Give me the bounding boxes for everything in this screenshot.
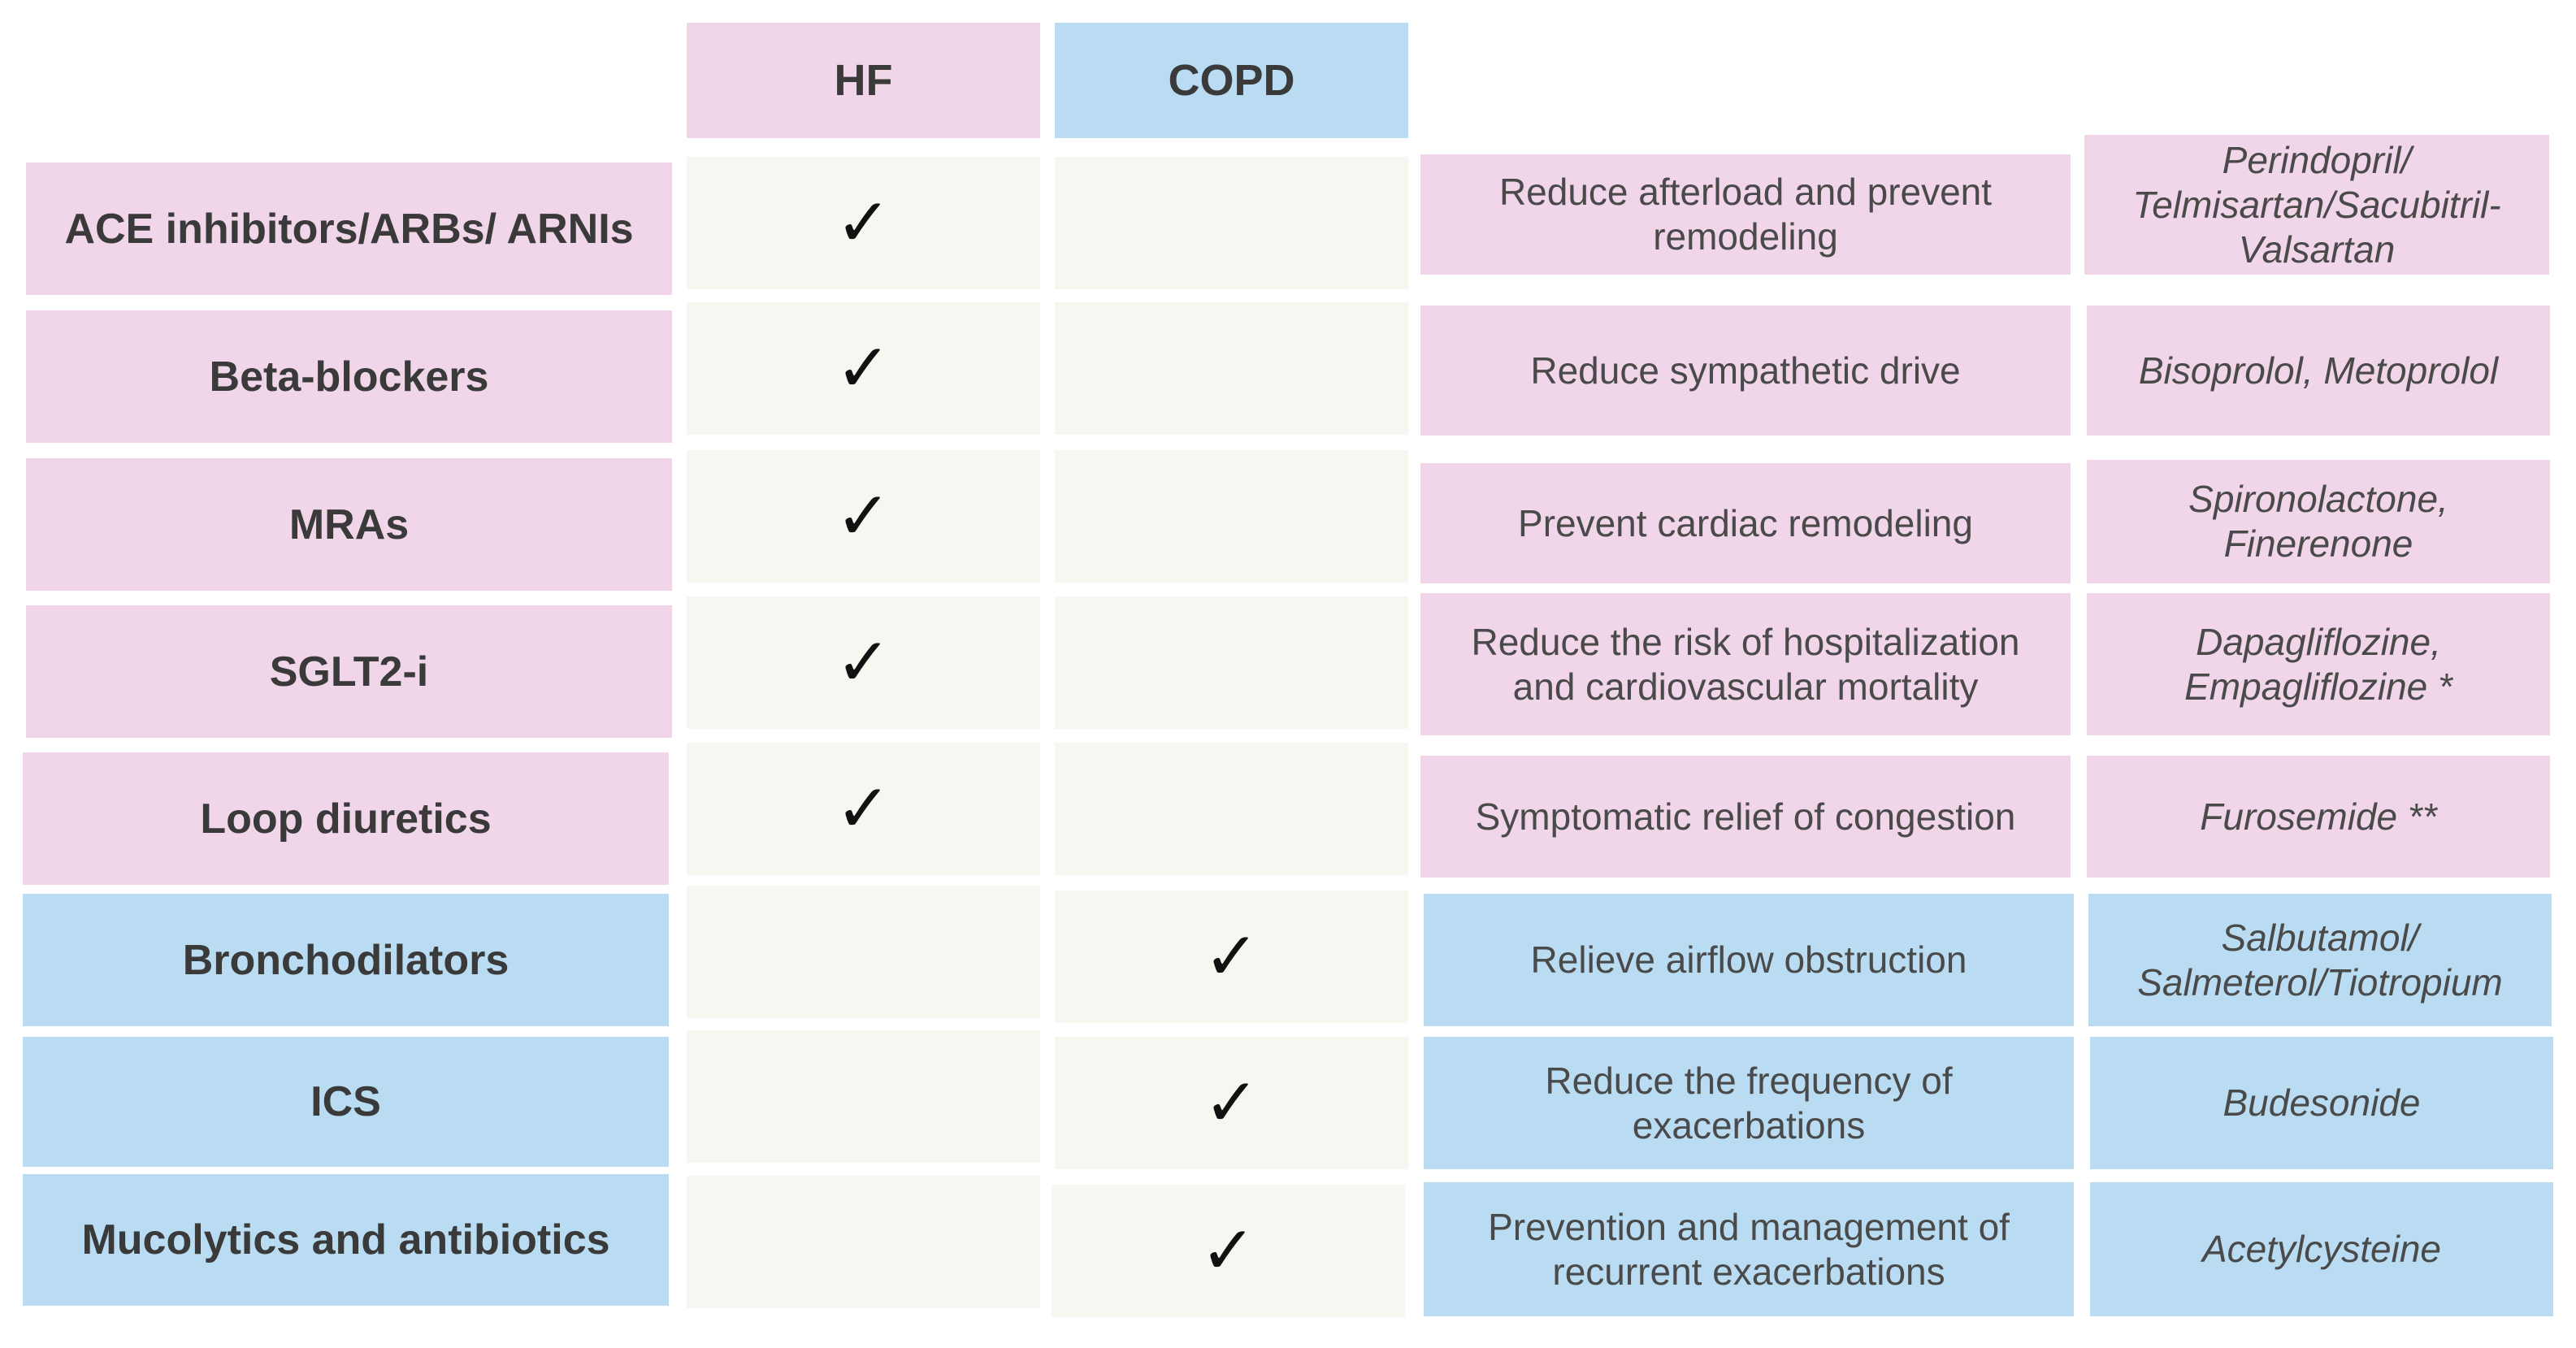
copd-check-cell: [1055, 302, 1408, 435]
effect-cell: Reduce sympathetic drive: [1420, 306, 2071, 436]
effect-cell: Reduce the frequency of exacerbations: [1424, 1037, 2074, 1169]
copd-check-cell: [1055, 743, 1408, 875]
header-copd: COPD: [1055, 23, 1408, 138]
drug-class-cell: ACE inhibitors/ARBs/ ARNIs: [26, 163, 672, 295]
effect-cell: Relieve airflow obstruction: [1424, 894, 2074, 1026]
header-hf: HF: [687, 23, 1040, 138]
examples-cell: Perindopril/ Telmisartan/Sacubitril-Valsartan: [2084, 135, 2549, 275]
drug-class-cell: SGLT2-i: [26, 605, 672, 738]
drug-class-cell: Loop diuretics: [23, 752, 669, 885]
copd-check-icon: ✓: [1055, 1037, 1408, 1169]
copd-check-cell: [1055, 596, 1408, 729]
hf-check-icon: ✓: [687, 157, 1040, 289]
effect-cell: Reduce the risk of hospitalization and cardiovascular mortality: [1420, 593, 2071, 735]
examples-cell: Dapagliflozine, Empagliflozine *: [2087, 593, 2550, 735]
hf-check-icon: ✓: [687, 596, 1040, 729]
hf-check-icon: ✓: [687, 302, 1040, 435]
copd-check-icon: ✓: [1055, 891, 1408, 1023]
copd-check-icon: ✓: [1052, 1185, 1405, 1317]
examples-cell: Budesonide: [2090, 1037, 2553, 1169]
effect-cell: Prevent cardiac remodeling: [1420, 463, 2071, 583]
hf-check-cell: [687, 1176, 1040, 1308]
drug-class-cell: Mucolytics and antibiotics: [23, 1174, 669, 1306]
drug-class-cell: Beta-blockers: [26, 310, 672, 443]
drug-class-cell: MRAs: [26, 458, 672, 591]
hf-check-icon: ✓: [687, 450, 1040, 583]
examples-cell: Bisoprolol, Metoprolol: [2087, 306, 2550, 436]
examples-cell: Salbutamol/ Salmeterol/Tiotropium: [2088, 894, 2552, 1026]
effect-cell: Symptomatic relief of congestion: [1420, 756, 2071, 878]
copd-check-cell: [1055, 157, 1408, 289]
effect-cell: Prevention and management of recurrent exacerbations: [1424, 1182, 2074, 1316]
drug-class-cell: ICS: [23, 1037, 669, 1167]
examples-cell: Acetylcysteine: [2090, 1182, 2553, 1316]
drug-class-cell: Bronchodilators: [23, 894, 669, 1026]
hf-check-cell: [687, 886, 1040, 1018]
hf-check-icon: ✓: [687, 743, 1040, 875]
hf-check-cell: [687, 1030, 1040, 1163]
copd-check-cell: [1055, 450, 1408, 583]
examples-cell: Furosemide **: [2087, 756, 2550, 878]
examples-cell: Spironolactone, Finerenone: [2087, 460, 2550, 583]
effect-cell: Reduce afterload and prevent remodeling: [1420, 154, 2071, 275]
